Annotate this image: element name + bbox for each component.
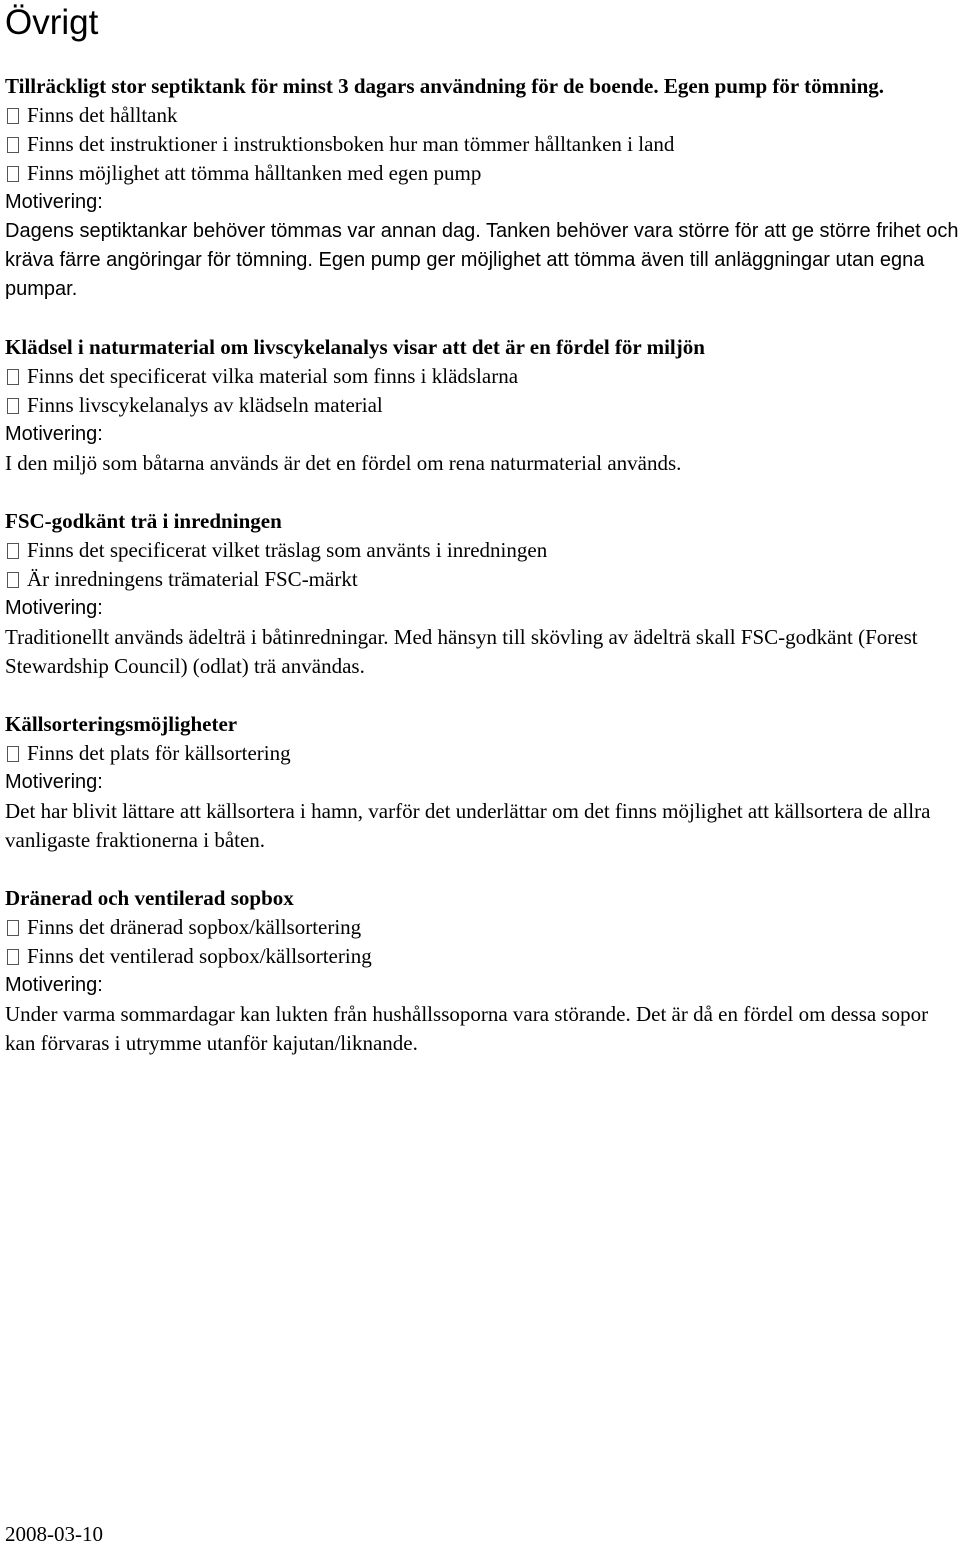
motivering-label: Motivering:	[5, 597, 103, 619]
section-heading: Tillräckligt stor septiktank för minst 3 dagars användning för de boende. Egen pump för tömning.	[5, 74, 885, 98]
checklist-item[interactable]	[5, 739, 960, 768]
motivering-label: Motivering:	[5, 191, 103, 213]
checkbox-icon[interactable]	[7, 108, 19, 124]
checklist-item-label: Finns möjlighet att tömma hålltanken med egen pump	[27, 161, 482, 185]
checklist-item-label: Finns livscykelanalys av klädseln material	[27, 393, 383, 417]
checklist-item[interactable]	[5, 565, 960, 594]
section-heading: FSC-godkänt trä i inredningen	[5, 509, 282, 533]
checklist-item-label: Är inredningens trämaterial FSC-märkt	[27, 567, 358, 591]
motivering-text: I den miljö som båtarna används är det en fördel om rena naturmaterial används.	[5, 451, 682, 475]
checklist-item-label: Finns det dränerad sopbox/källsortering	[27, 915, 362, 939]
section-heading: Källsorteringsmöjligheter	[5, 712, 238, 736]
checklist-item-label: Finns det hålltank	[27, 103, 178, 127]
checklist-item[interactable]	[5, 536, 960, 565]
checklist-item-label: Finns det specificerat vilka material som finns i klädslarna	[27, 364, 519, 388]
checkbox-icon[interactable]	[7, 572, 19, 588]
section-fsc	[5, 507, 960, 681]
checkbox-icon[interactable]	[7, 398, 19, 414]
checklist-item[interactable]	[5, 913, 960, 942]
section-kladsel	[5, 333, 960, 478]
checklist-item[interactable]	[5, 159, 960, 188]
checkbox-icon[interactable]	[7, 166, 19, 182]
motivering-text: Dagens septiktankar behöver tömmas var annan dag. Tanken behöver vara större för att ge större frihet och kräva färre angöringar för tömning. Egen pump ger möjlighet att tömma även till anläggningar utan egna pumpar.	[5, 220, 959, 300]
motivering-text: Traditionellt används ädelträ i båtinredningar. Med hänsyn till skövling av ädelträ skall FSC-godkänt (Forest Stewardship Council) (odlat) trä användas.	[5, 625, 918, 678]
document-body	[5, 72, 960, 1087]
motivering-text: Under varma sommardagar kan lukten från hushållssoporna vara störande. Det är då en fördel om dessa sopor kan förvaras i utrymme utanför kajutan/liknande.	[5, 1002, 929, 1055]
section-sopbox	[5, 884, 960, 1058]
checklist-item[interactable]	[5, 942, 960, 971]
motivering-label: Motivering:	[5, 423, 103, 445]
motivering-label: Motivering:	[5, 771, 103, 793]
checkbox-icon[interactable]	[7, 920, 19, 936]
checkbox-icon[interactable]	[7, 137, 19, 153]
motivering-label: Motivering:	[5, 974, 103, 996]
checklist-item[interactable]	[5, 101, 960, 130]
checkbox-icon[interactable]	[7, 369, 19, 385]
checklist-item[interactable]	[5, 362, 960, 391]
motivering-text: Det har blivit lättare att källsortera i hamn, varför det underlättar om det finns möjlighet att källsortera de allra vanligaste fraktionerna i båten.	[5, 799, 931, 852]
checkbox-icon[interactable]	[7, 746, 19, 762]
checklist-item[interactable]	[5, 130, 960, 159]
section-heading: Klädsel i naturmaterial om livscykelanalys visar att det är en fördel för miljön	[5, 335, 705, 359]
section-kallsortering	[5, 710, 960, 855]
footer-date: 2008-03-10	[5, 1522, 103, 1546]
checklist-item-label: Finns det ventilerad sopbox/källsortering	[27, 944, 372, 968]
checklist-item-label: Finns det plats för källsortering	[27, 741, 291, 765]
checklist-item-label: Finns det specificerat vilket träslag som använts i inredningen	[27, 538, 548, 562]
checkbox-icon[interactable]	[7, 949, 19, 965]
checkbox-icon[interactable]	[7, 543, 19, 559]
checklist-item[interactable]	[5, 391, 960, 420]
section-septiktank	[5, 72, 960, 304]
page-title: Övrigt	[5, 3, 99, 42]
checklist-item-label: Finns det instruktioner i instruktionsboken hur man tömmer hålltanken i land	[27, 132, 675, 156]
section-heading: Dränerad och ventilerad sopbox	[5, 886, 294, 910]
